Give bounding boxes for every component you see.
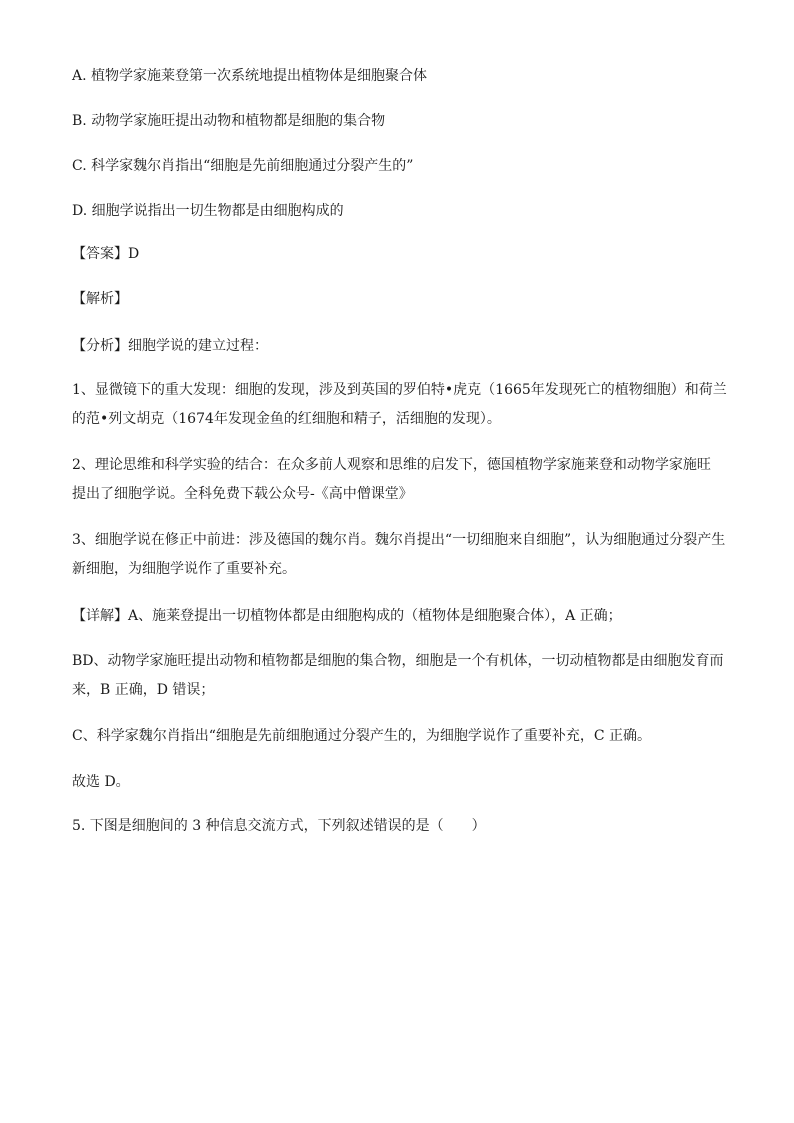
analysis-point-3-line-2: 新细胞，为细胞学说作了重要补充。: [72, 561, 296, 577]
analysis-point-2-line-1: 2、理论思维和科学实验的结合：在众多前人观察和思维的启发下，德国植物学家施莱登和动物学家施旺: [72, 457, 711, 473]
detail-bd-line-1: BD、动物学家施旺提出动物和植物都是细胞的集合物，细胞是一个有机体，一切动植物都是由细胞发育而: [72, 653, 724, 669]
option-b: B. 动物学家施旺提出动物和植物都是细胞的集合物: [72, 113, 386, 129]
analysis-point-3-line-1: 3、细胞学说在修正中前进：涉及德国的魏尔肖。魏尔肖提出“一切细胞来自细胞”，认为细胞通过分裂产生: [72, 532, 726, 548]
analysis-point-2-line-2: 提出了细胞学说。全科免费下载公众号-《高中僧课堂》: [72, 486, 413, 502]
analysis-heading: 【解析】: [72, 291, 128, 307]
option-a: A. 植物学家施莱登第一次系统地提出植物体是细胞聚合体: [72, 68, 428, 84]
detail-c: C、科学家魏尔肖指出“细胞是先前细胞通过分裂产生的，为细胞学说作了重要补充，C 正确。: [72, 728, 652, 744]
detail-a: 【详解】A、施莱登提出一切植物体都是由细胞构成的（植物体是细胞聚合体），A 正确；: [72, 608, 622, 624]
detail-conclusion: 故选 D。: [72, 774, 130, 790]
analysis-point-1-line-1: 1、显微镜下的重大发现：细胞的发现，涉及到英国的罗伯特•虎克（1665年发现死亡的植物细胞）和荷兰: [72, 382, 727, 398]
option-d: D. 细胞学说指出一切生物都是由细胞构成的: [72, 203, 344, 219]
next-question: 5. 下图是细胞间的 3 种信息交流方式，下列叙述错误的是（ ）: [72, 818, 486, 834]
option-c: C. 科学家魏尔肖指出“细胞是先前细胞通过分裂产生的”: [72, 158, 414, 174]
analysis-point-1-line-2: 的范•列文胡克（1674年发现金鱼的红细胞和精子，活细胞的发现）。: [72, 411, 501, 427]
analysis-intro: 【分析】细胞学说的建立过程：: [72, 338, 268, 354]
detail-bd-line-2: 来，B 正确，D 错误；: [72, 682, 215, 698]
answer-line: 【答案】D: [72, 246, 140, 262]
